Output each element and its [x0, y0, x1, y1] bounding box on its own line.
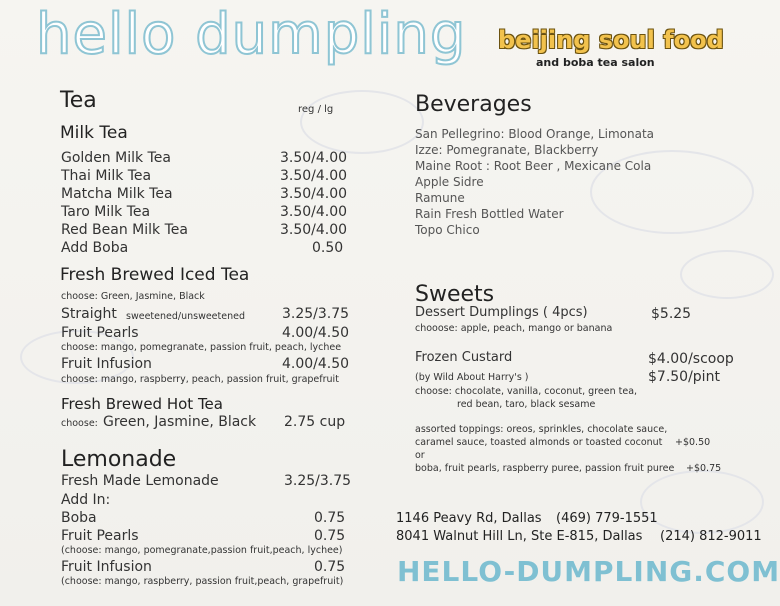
toppings-or: or: [415, 450, 425, 461]
menu-item-name: Fruit Infusion: [61, 559, 152, 575]
beverage-item: Topo Chico: [415, 223, 480, 237]
hot-tea-choices: Green, Jasmine, Black: [103, 414, 257, 430]
menu-item-price: 3.50/4.00: [280, 186, 348, 202]
menu-item-name: Fruit Pearls: [61, 528, 139, 544]
menu-item-choose: chooose: apple, peach, mango or banana: [415, 323, 613, 334]
beverage-item: Izze: Pomegranate, Blackberry: [415, 143, 599, 157]
menu-item-name: Dessert Dumplings ( 4pcs): [415, 305, 588, 320]
iced-tea-heading: Fresh Brewed Iced Tea: [60, 265, 250, 285]
background-swirl: [300, 90, 424, 154]
background-swirl: [640, 470, 764, 534]
menu-item-price: $7.50/pint: [648, 369, 720, 385]
menu-item-choose: choose: mango, pomegranate, passion fruit, peach, lychee: [61, 342, 342, 353]
toppings-price: +$0.75: [686, 463, 722, 474]
menu-item-choose: (choose: mango, pomegranate,passion fruit,peach, lychee): [61, 545, 343, 556]
beverages-heading: Beverages: [415, 92, 532, 117]
beverage-item: Maine Root : Root Beer , Mexicane Cola: [415, 159, 652, 173]
menu-item-name: Fruit Pearls: [61, 325, 139, 341]
menu-item-price: $5.25: [651, 306, 692, 322]
location-address: 1146 Peavy Rd, Dallas: [396, 511, 542, 526]
menu-item-price: 0.50: [312, 240, 344, 256]
menu-item-choose: (choose: mango, raspberry, passion fruit,peach, grapefruit): [61, 576, 344, 587]
menu-item-choose: choose: mango, raspberry, peach, passion fruit, grapefruit: [61, 374, 339, 385]
beverage-item: Ramune: [415, 191, 465, 205]
menu-item-name: Golden Milk Tea: [61, 150, 171, 166]
menu-item-price: 2.75 cup: [284, 414, 346, 430]
location-address: 8041 Walnut Hill Ln, Ste E-815, Dallas: [396, 529, 643, 544]
add-in-label: Add In:: [61, 492, 111, 508]
lemonade-heading: Lemonade: [61, 447, 177, 472]
background-swirl: [680, 250, 774, 299]
menu-item-price: 4.00/4.50: [282, 325, 350, 341]
toppings-price: +$0.50: [675, 437, 711, 448]
menu-item-name: Boba: [61, 510, 97, 526]
menu-item-price: 3.25/3.75: [282, 306, 350, 322]
menu-item-name: Fresh Made Lemonade: [61, 473, 219, 489]
beverage-item: San Pellegrino: Blood Orange, Limonata: [415, 127, 655, 141]
menu-item-name: Frozen Custard: [415, 350, 513, 365]
hot-tea-heading: Fresh Brewed Hot Tea: [61, 395, 223, 413]
iced-tea-choose: choose: Green, Jasmine, Black: [61, 291, 205, 302]
menu-item-note: sweetened/unsweetened: [126, 311, 245, 322]
menu-item-choose: red bean, taro, black sesame: [457, 399, 596, 410]
beverage-item: Rain Fresh Bottled Water: [415, 207, 564, 221]
toppings-line: assorted toppings: oreos, sprinkles, chocolate sauce,: [415, 424, 668, 435]
sweets-heading: Sweets: [415, 282, 495, 307]
location-phone[interactable]: (469) 779-1551: [556, 511, 658, 526]
location-phone[interactable]: (214) 812-9011: [660, 529, 762, 544]
menu-item-price: 3.25/3.75: [284, 473, 352, 489]
menu-item-name: Add Boba: [61, 240, 129, 256]
menu-item-name: Thai Milk Tea: [61, 168, 152, 184]
tagline: beijing soul food: [498, 26, 724, 54]
menu-item-price: 3.50/4.00: [280, 204, 348, 220]
menu-item-name: Fruit Infusion: [61, 356, 152, 372]
menu-item-price: 3.50/4.00: [280, 222, 348, 238]
menu-item-name: Red Bean Milk Tea: [61, 222, 188, 238]
milk-tea-heading: Milk Tea: [60, 123, 128, 143]
hot-tea-choose-label: choose:: [61, 418, 98, 429]
menu-item-price: 3.50/4.00: [280, 168, 348, 184]
subtagline: and boba tea salon: [536, 56, 655, 69]
menu-item-name: Straight: [61, 306, 117, 322]
menu-item-price: 3.50/4.00: [280, 150, 348, 166]
size-note: reg / lg: [298, 104, 334, 115]
menu-item-price: 0.75: [314, 528, 346, 544]
tea-heading: Tea: [60, 88, 97, 113]
menu-item-price: $4.00/scoop: [648, 351, 734, 367]
menu-item-price: 0.75: [314, 510, 346, 526]
toppings-line: boba, fruit pearls, raspberry puree, passion fruit puree: [415, 463, 675, 474]
toppings-line: caramel sauce, toasted almonds or toasted coconut: [415, 437, 663, 448]
brand-logo: hello dumpling: [36, 2, 467, 67]
menu-item-name: Taro Milk Tea: [61, 204, 151, 220]
menu-item-choose: choose: chocolate, vanilla, coconut, green tea,: [415, 386, 638, 397]
beverage-item: Apple Sidre: [415, 175, 484, 189]
menu-item-price: 4.00/4.50: [282, 356, 350, 372]
custard-by: (by Wild About Harry's ): [415, 372, 529, 383]
website-link[interactable]: HELLO-DUMPLING.COM: [397, 555, 780, 588]
menu-item-price: 0.75: [314, 559, 346, 575]
menu-item-name: Matcha Milk Tea: [61, 186, 173, 202]
